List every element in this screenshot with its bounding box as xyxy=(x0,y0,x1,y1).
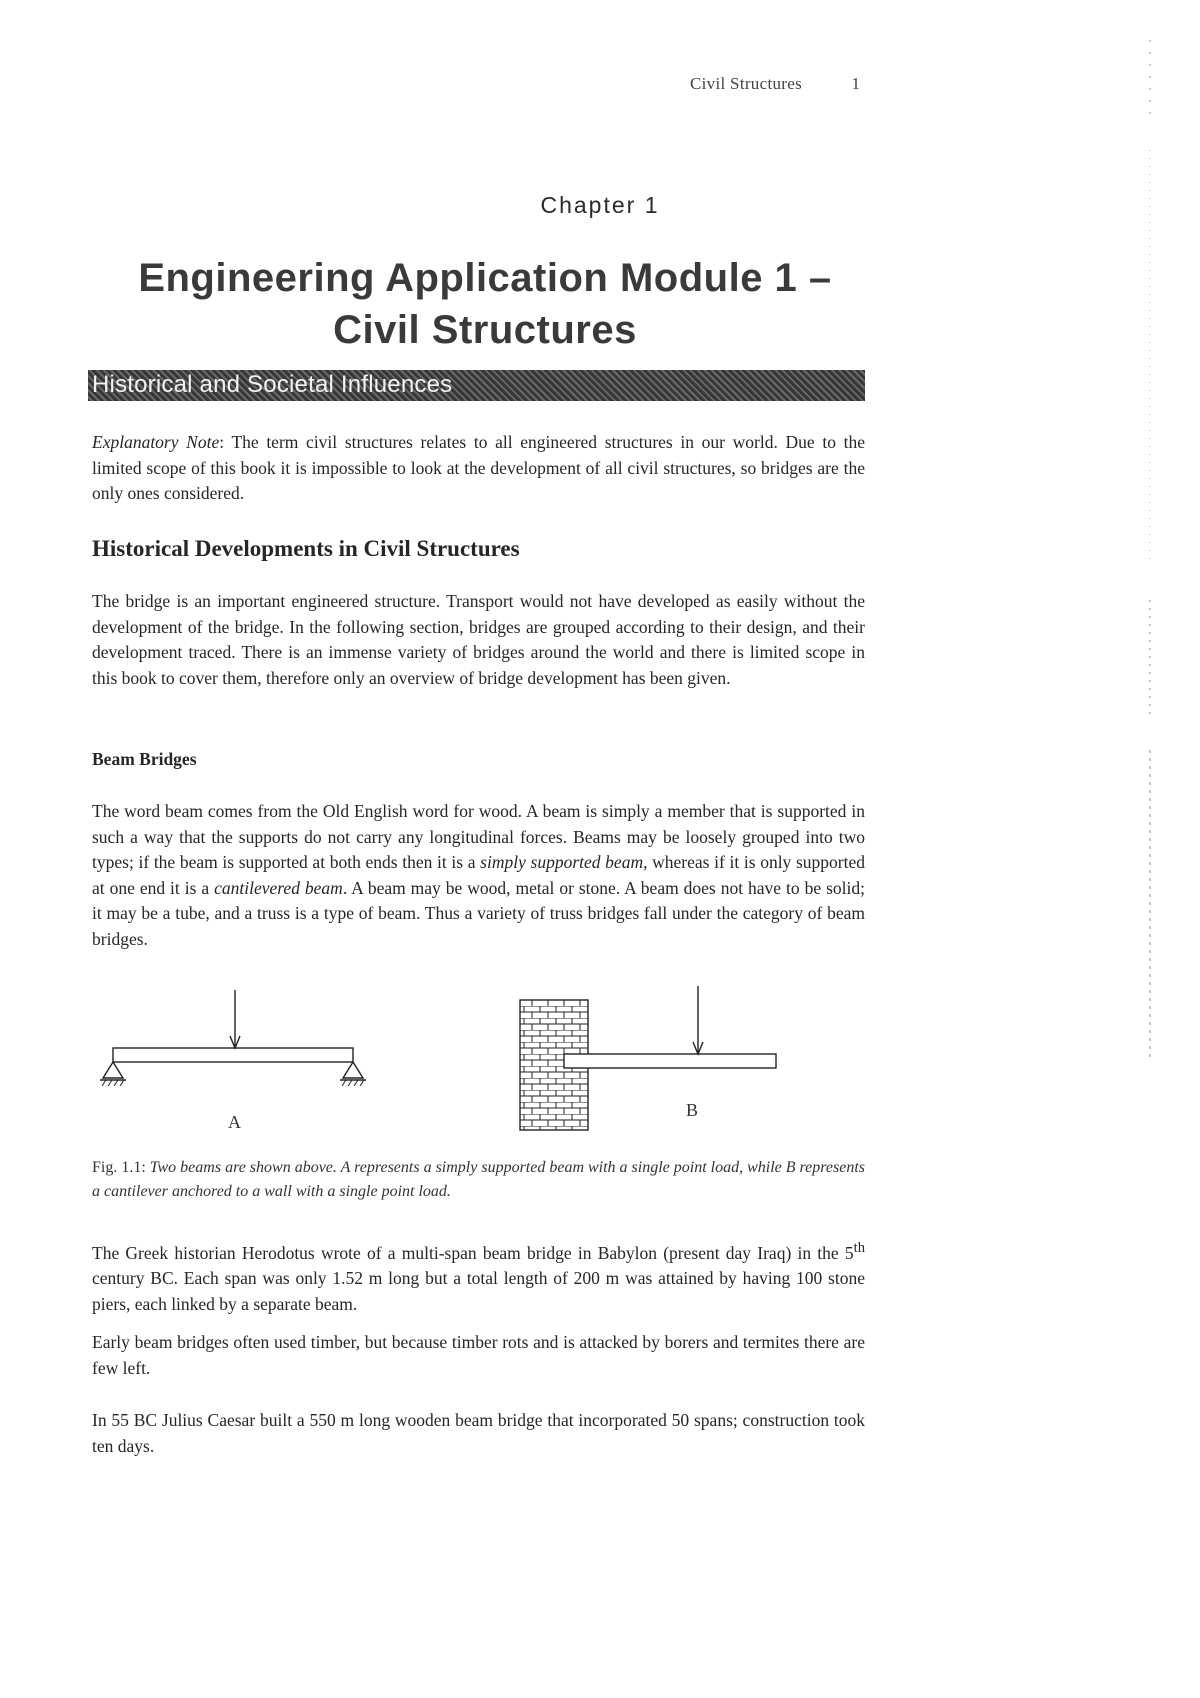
figure-label-a: A xyxy=(228,1112,241,1132)
beam-paragraph-part3: . A beam may be wood, metal or stone. A beam does not have to be solid; it may be a tube, and a truss is a type of beam. Thus a variety of truss bridges fall under the category of beam bridges. xyxy=(92,877,865,949)
pin-support-left xyxy=(100,1062,126,1086)
beam-paragraph xyxy=(92,799,865,952)
timber-paragraph: Early beam bridges often used timber, but because timber rots and is attacked by borers and termites there are few left. xyxy=(92,1332,865,1378)
caption-prefix: Fig. 1.1: xyxy=(92,1159,150,1176)
scan-margin-marks xyxy=(1130,20,1160,1080)
herodotus-paragraph xyxy=(92,1236,865,1317)
chapter-title xyxy=(90,252,880,356)
term-cantilevered: cantilevered beam xyxy=(214,877,343,898)
caption-text: Two beams are shown above. A represents a simply supported beam with a single point load, while B represents a cantilever anchored to a wall with a single point load. xyxy=(92,1159,866,1200)
caesar-paragraph: In 55 BC Julius Caesar built a 550 m long wooden beam bridge that incorporated 50 spans; construction took ten days. xyxy=(92,1410,865,1456)
cantilever-beam xyxy=(520,986,776,1130)
explanatory-note xyxy=(92,430,865,507)
beam-figure xyxy=(100,982,840,1137)
beam-diagram xyxy=(100,982,840,1137)
herodotus-sup: th xyxy=(853,1240,865,1256)
running-header xyxy=(690,74,860,94)
chapter-title-line1: Engineering Application Module 1 – xyxy=(138,256,832,300)
section-banner xyxy=(88,370,865,401)
beam-paragraph-part2: , whereas if it is only supported at one end it is a xyxy=(92,852,865,898)
intro-paragraph: The bridge is an important engineered structure. Transport would not have developed as easily without the development of the bridge. In the following section, bridges are grouped according to their design, and their development traced. There is an immense variety of bridges around the world and there is limited scope in this book to cover them, therefore only an overview of bridge development has been given. xyxy=(92,591,865,688)
chapter-label: Chapter 1 xyxy=(540,192,660,218)
section-heading: Historical Developments in Civil Structures xyxy=(92,536,520,561)
figure-caption xyxy=(92,1156,865,1204)
herodotus-part2: century BC. Each span was only 1.52 m long but a total length of 200 m was attained by having 100 stone piers, each linked by a separate beam. xyxy=(92,1268,865,1314)
figure-label-b: B xyxy=(686,1100,699,1120)
pin-support-right xyxy=(340,1062,366,1086)
page-number: 1 xyxy=(851,74,860,93)
explanatory-note-label: Explanatory Note xyxy=(92,432,220,452)
sub-heading: Beam Bridges xyxy=(92,749,197,769)
beam-paragraph-part1: The word beam comes from the Old English word for wood. A beam is simply a member that is supported in such a way that the supports do not carry any longitudinal forces. Beams may be loosely grouped into two types; if the beam is supported at both ends then it is a xyxy=(92,801,865,872)
simply-supported-beam xyxy=(100,990,366,1086)
term-simply-supported: simply supported beam xyxy=(480,852,644,872)
explanatory-note-text: : The term civil structures relates to all engineered structures in our world. Due to the limited scope of this book it is impossible to look at the development of all civil structures, so bridges are the only ones considered. xyxy=(92,432,866,503)
herodotus-part1: The Greek historian Herodotus wrote of a multi-span beam bridge in Babylon (present day Iraq) in the 5 xyxy=(92,1242,854,1263)
section-banner-label: Historical and Societal Influences xyxy=(92,371,453,398)
running-header-title: Civil Structures xyxy=(690,74,802,93)
chapter-title-line2: Civil Structures xyxy=(333,308,637,352)
